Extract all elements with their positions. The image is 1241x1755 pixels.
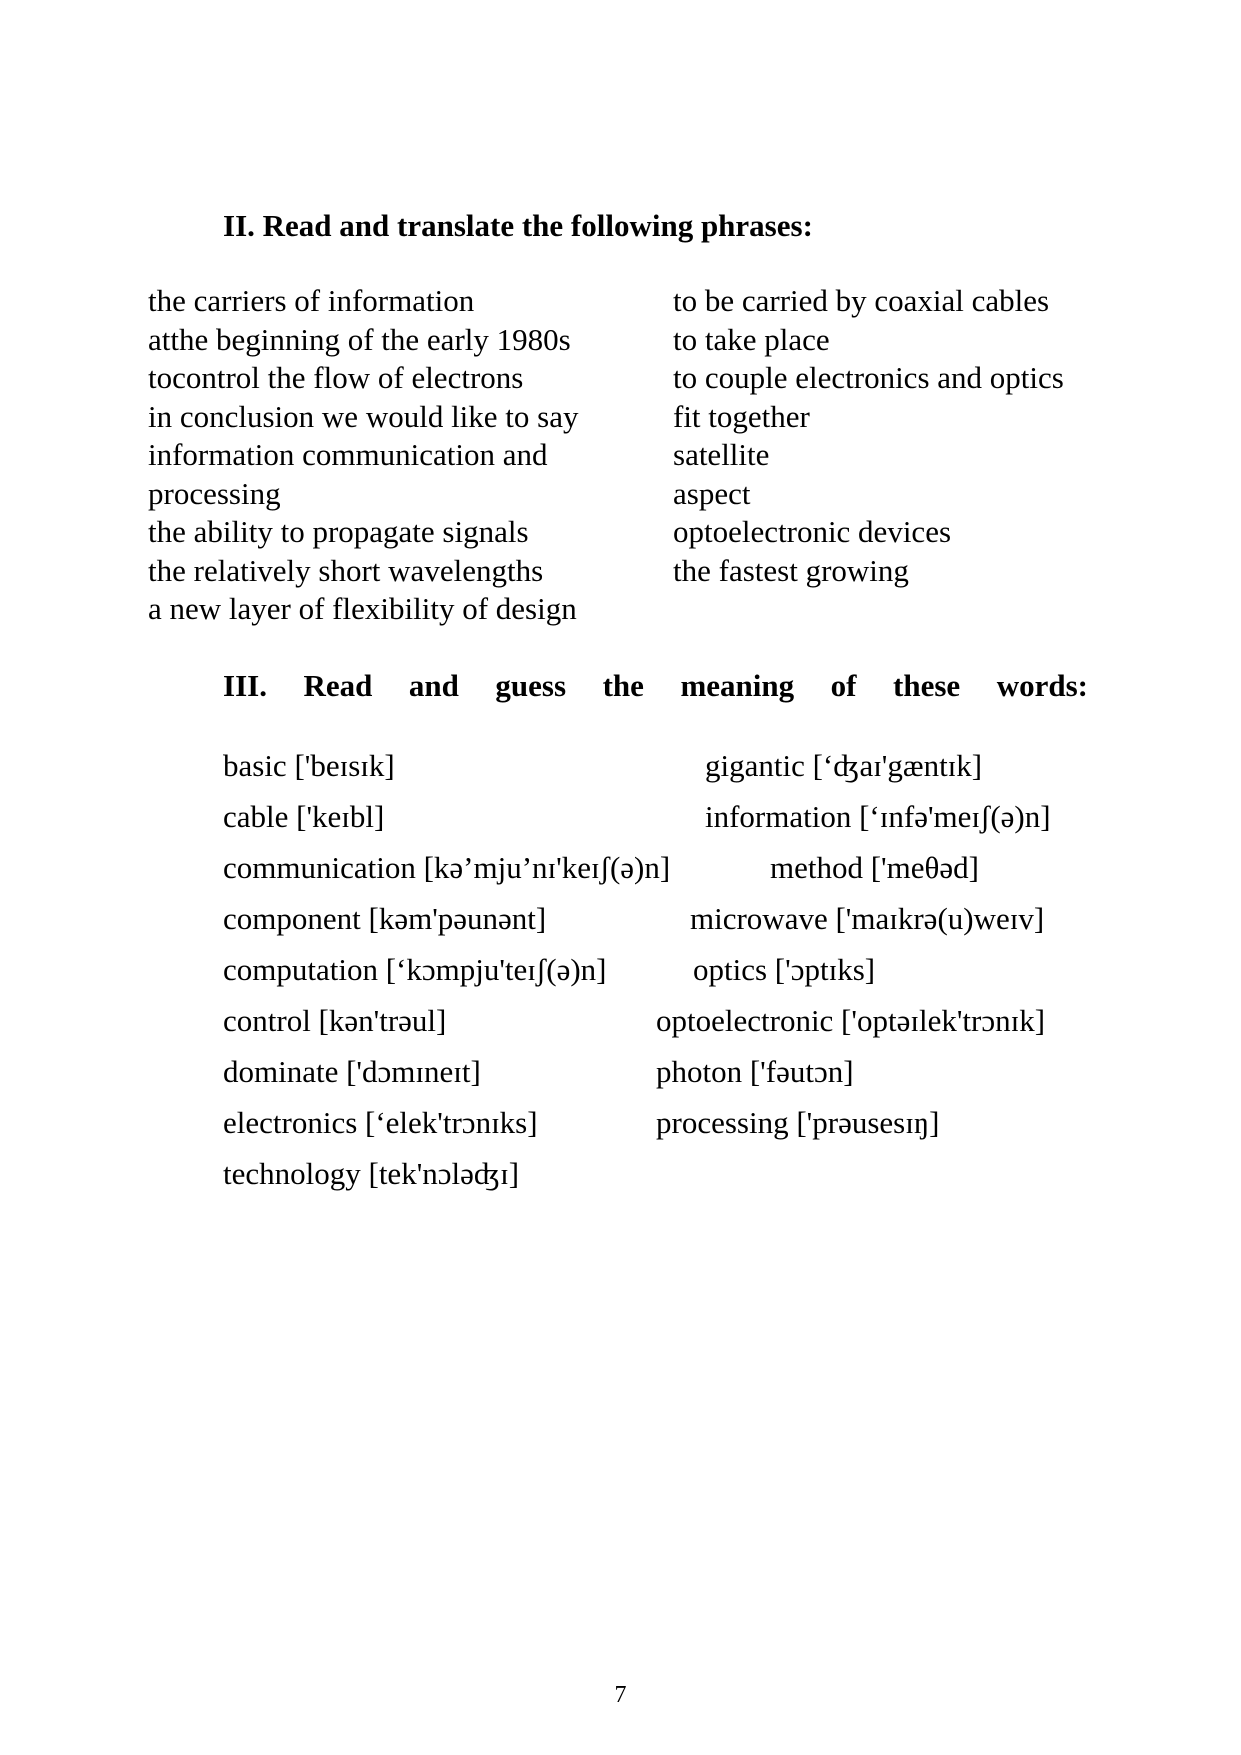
vocab-item: photon ['fəutɔn] <box>656 1054 854 1089</box>
phrases-right-column <box>673 282 1064 590</box>
vocab-item: electronics [‘elek'trɔnɪks] <box>223 1105 538 1140</box>
phrase-item: information communication and <box>148 437 548 472</box>
vocab-item: microwave ['maɪkrə(u)weɪv] <box>690 901 1045 936</box>
heading-word: and <box>408 668 459 703</box>
heading-word: Read <box>303 668 373 703</box>
vocab-item: control [kən'trəul] <box>223 1003 447 1038</box>
heading-word: guess <box>495 668 567 703</box>
section-3-heading <box>223 670 1088 701</box>
vocab-item: communication [kə’mju’nɪ'keɪʃ(ə)n] <box>223 850 671 885</box>
phrase-item: a new layer of flexibility of design <box>148 591 577 626</box>
phrase-item: the fastest growing <box>673 552 909 588</box>
phrase-item: to couple electronics and optics <box>673 360 1064 395</box>
phrase-item: aspect <box>673 475 751 511</box>
section-2-heading: II. Read and translate the following phrases: <box>223 208 813 243</box>
heading-word: meaning <box>680 668 795 703</box>
phrase-item: the ability to propagate signals <box>148 514 529 549</box>
vocab-item: computation [‘kɔmpju'teɪʃ(ə)n] <box>223 952 607 987</box>
phrases-left-column <box>148 282 579 629</box>
phrase-item: processing <box>148 475 281 511</box>
phrase-item: the relatively short wavelengths <box>148 552 544 588</box>
phrase-item: to be carried by coaxial cables <box>673 283 1050 318</box>
vocab-item: dominate ['dɔmɪneɪt] <box>223 1054 481 1089</box>
heading-word: of <box>830 668 857 703</box>
phrase-item: in conclusion we would like to say <box>148 398 579 434</box>
vocab-item: optics ['ɔptɪks] <box>693 952 876 987</box>
vocab-item: method ['meθəd] <box>770 850 979 885</box>
vocab-item: cable ['keɪbl] <box>223 799 385 834</box>
vocab-item: component [kəm'pəunənt] <box>223 901 547 936</box>
phrase-item: optoelectronic devices <box>673 514 952 549</box>
vocab-item: processing ['prəusesɪŋ] <box>656 1105 940 1140</box>
phrase-item: the carriers of information <box>148 283 475 318</box>
heading-word: these <box>893 668 961 703</box>
vocab-item: technology [tek'nɔləʤɪ] <box>223 1156 520 1191</box>
heading-word: the <box>602 668 644 703</box>
vocab-item: optoelectronic ['optəɪlek'trɔnɪk] <box>656 1003 1046 1038</box>
phrase-item: atthe beginning of the early 1980s <box>148 321 571 357</box>
phrase-item: fit together <box>673 398 810 434</box>
phrase-item: tocontrol the flow of electrons <box>148 360 524 395</box>
heading-word: III. <box>223 668 267 703</box>
vocab-item: basic ['beɪsɪk] <box>223 748 395 783</box>
vocab-item: gigantic [‘ʤaɪ'gæntɪk] <box>705 748 983 783</box>
vocab-item: information [‘ɪnfə'meɪʃ(ə)n] <box>705 799 1051 834</box>
heading-word: words: <box>996 668 1088 703</box>
page-number: 7 <box>614 1682 627 1708</box>
phrase-item: to take place <box>673 321 830 357</box>
phrase-item: satellite <box>673 437 770 472</box>
